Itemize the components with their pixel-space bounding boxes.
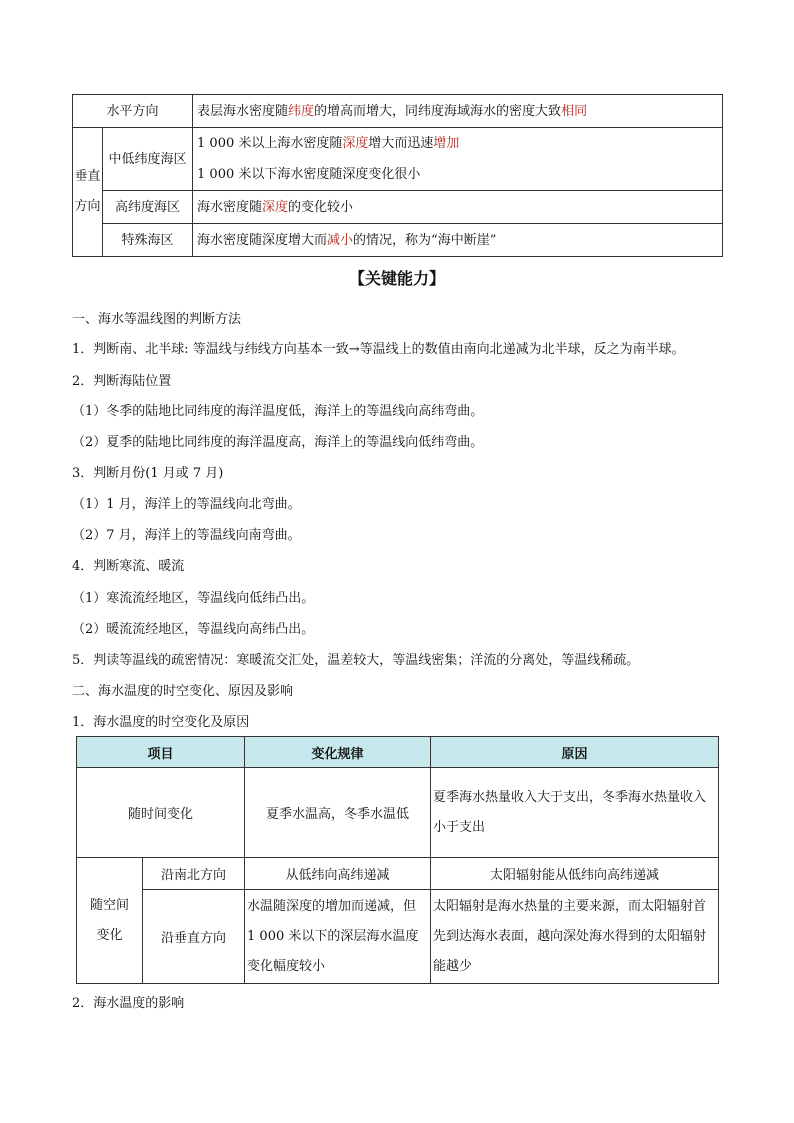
row-label: 特殊海区 (103, 224, 193, 257)
text-line: 2．判断海陆位置 (72, 374, 172, 389)
row-label: 高纬度海区 (103, 191, 193, 224)
vertical-direction-label: 垂直方向 (73, 128, 103, 257)
text-line: （1）冬季的陆地比同纬度的海洋温度低，海洋上的等温线向高纬弯曲。 (72, 404, 484, 419)
row-text: 海水密度随深度增大而减小的情况，称为“海中断崖” (193, 224, 723, 257)
row-label: 随时间变化 (77, 768, 245, 858)
text-line: （1）1 月，海洋上的等温线向北弯曲。 (72, 497, 301, 512)
row-label: 沿南北方向 (143, 858, 245, 890)
text-line: 2．海水温度的影响 (72, 996, 185, 1011)
header-cell: 项目 (77, 737, 245, 768)
row-label: 中低纬度海区 (103, 128, 193, 191)
text-line: （2）夏季的陆地比同纬度的海洋温度高，海洋上的等温线向低纬弯曲。 (72, 435, 484, 450)
temperature-table (76, 736, 719, 984)
cause-cell: 太阳辐射能从低纬向高纬递减 (431, 858, 719, 890)
cause-cell: 夏季海水热量收入大于支出，冬季海水热量收入小于支出 (431, 768, 719, 858)
heading-line: 一、海水等温线图的判断方法 (72, 312, 242, 327)
row-text: 1 000 米以上海水密度随深度增大而迅速增加 1 000 米以下海水密度随深度变化很小 (193, 128, 723, 191)
text-line: 4．判断寒流、暖流 (72, 559, 185, 574)
header-cell: 原因 (431, 737, 719, 768)
cause-cell: 太阳辐射是海水热量的主要来源，而太阳辐射首先到达海水表面，越向深处海水得到的太阳辐射能越少 (431, 890, 719, 984)
section-title: 【关键能力】 (348, 269, 445, 288)
rule-cell: 夏季水温高，冬季水温低 (245, 768, 431, 858)
row-label: 水平方向 (73, 95, 193, 128)
rule-cell: 从低纬向高纬递减 (245, 858, 431, 890)
text-line: （2）暖流流经地区，等温线向高纬凸出。 (72, 622, 315, 637)
text-line: 1．海水温度的时空变化及原因 (72, 715, 250, 730)
header-cell: 变化规律 (245, 737, 431, 768)
rule-cell: 水温随深度的增加而递减，但 1 000 米以下的深层海水温度变化幅度较小 (245, 890, 431, 984)
density-table (72, 94, 723, 257)
row-text: 表层海水密度随纬度的增高而增大，同纬度海域海水的密度大致相同 (193, 95, 723, 128)
text-line: 1．判断南、北半球: 等温线与纬线方向基本一致→等温线上的数值由南向北递减为北半球，反之为南半球。 (72, 342, 685, 357)
row-label: 沿垂直方向 (143, 890, 245, 984)
text-line: （1）寒流流经地区，等温线向低纬凸出。 (72, 591, 315, 606)
text-line: 5．判读等温线的疏密情况：寒暖流交汇处，温差较大，等温线密集；洋流的分离处，等温线稀疏。 (72, 653, 640, 668)
row-text: 海水密度随深度的变化较小 (193, 191, 723, 224)
text-line: 3．判断月份(1 月或 7 月) (72, 466, 224, 481)
text-line: （2）7 月，海洋上的等温线向南弯曲。 (72, 528, 301, 543)
space-group-label: 随空间变化 (77, 858, 143, 984)
heading-line: 二、海水温度的时空变化、原因及影响 (72, 684, 294, 699)
